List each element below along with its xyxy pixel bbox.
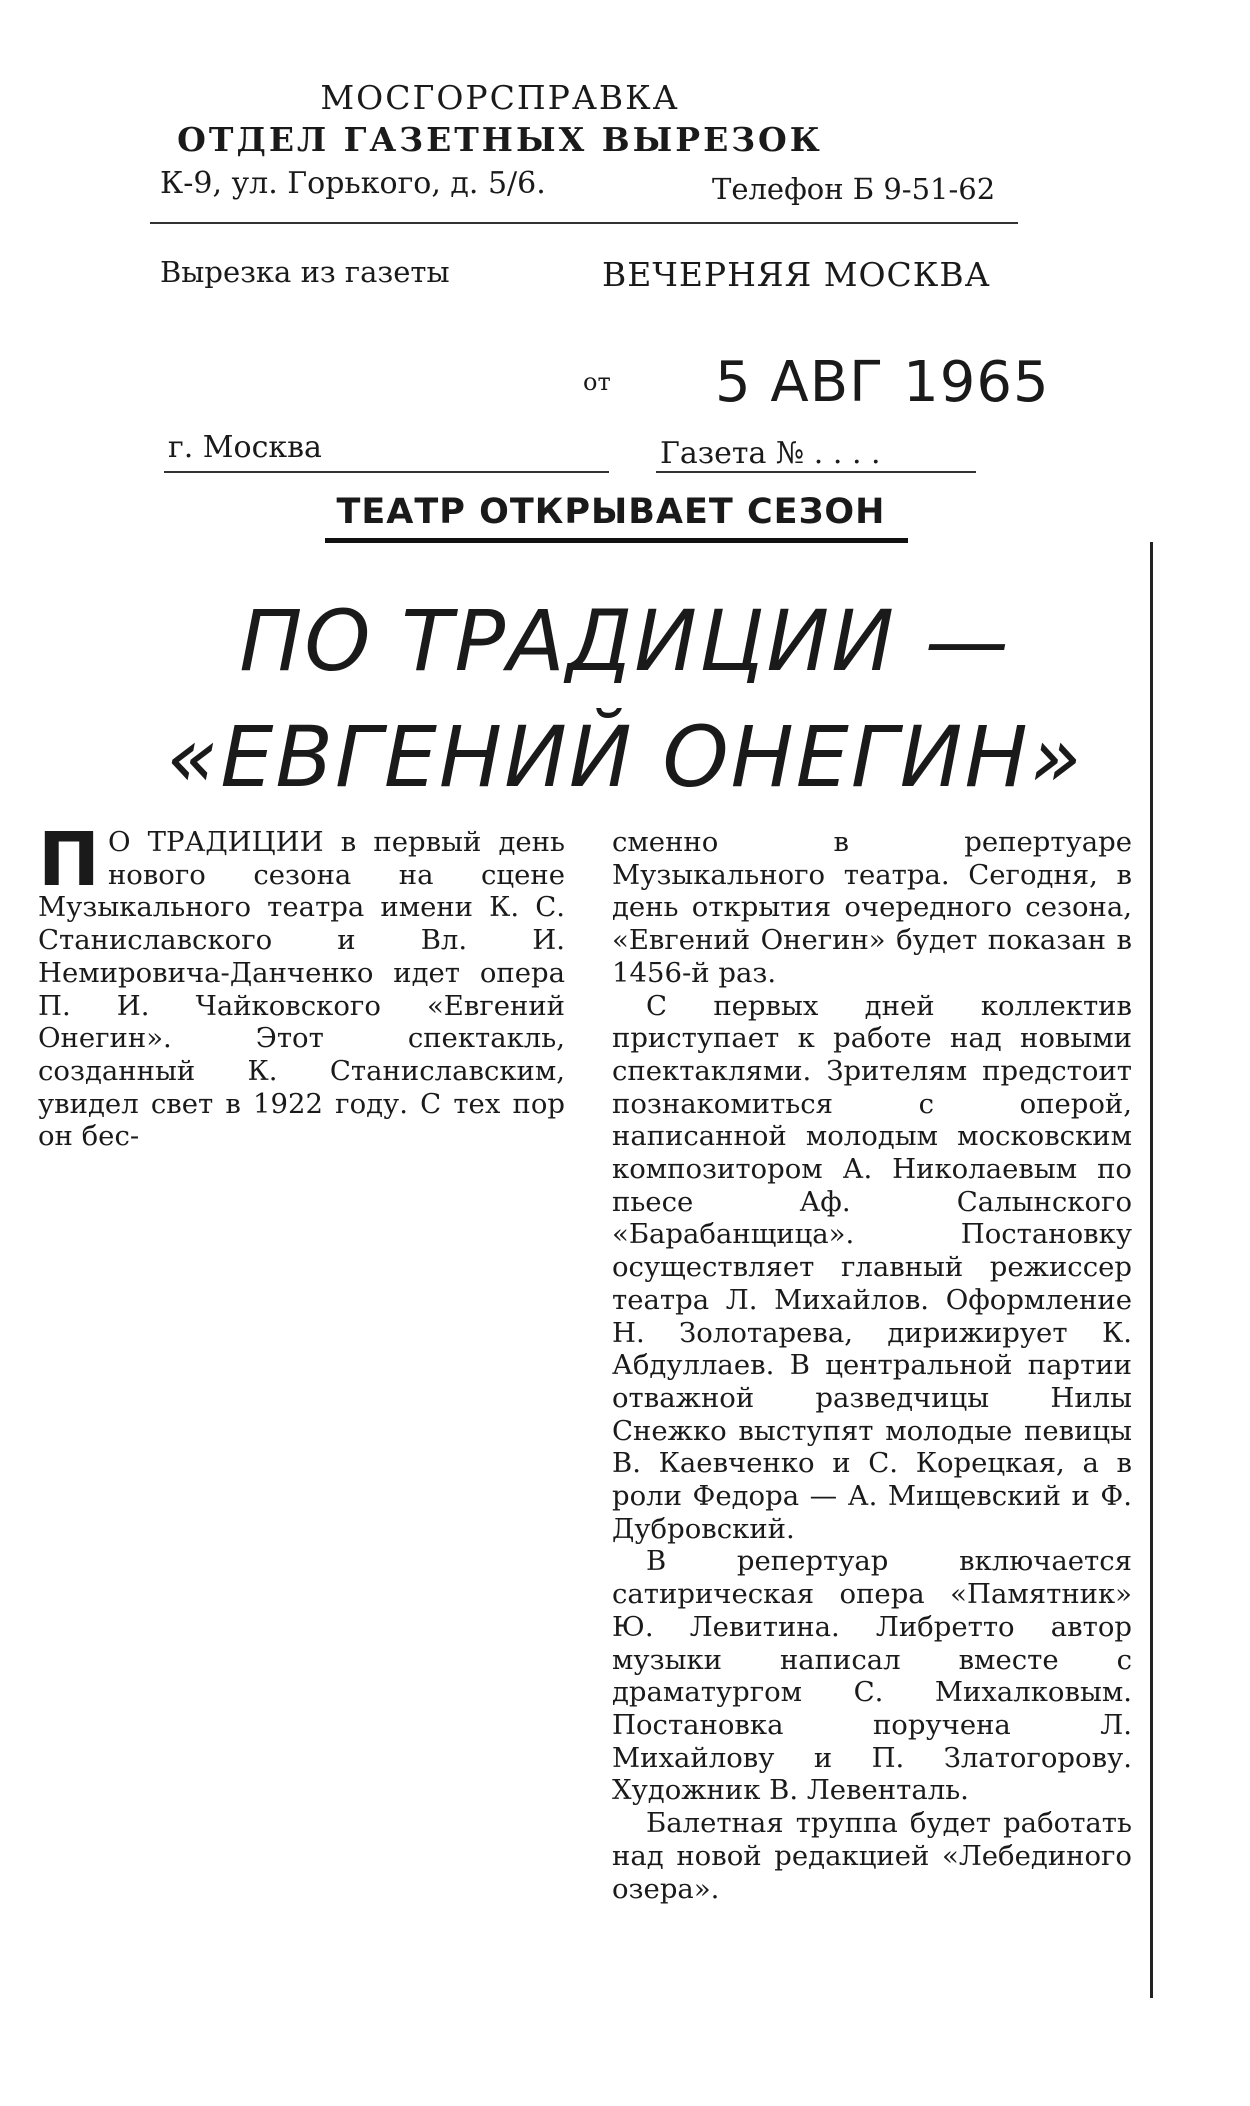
header-rule	[150, 222, 1018, 224]
paragraph-2: С первых дней коллектив приступает к работе над новыми спектаклями. Зрителям предстоит познакомиться с оперой, написанной молодым московским композитором А. Николаевым по пьесе Аф. Салынского «Барабанщица». Постановку осуществляет главный режиссер театра Л. Михайлов. Оформление Н. Золотарева, дирижирует К. Абдуллаев. В центральной партии отважной разведчицы Нилы Снежко выступят молодые певицы В. Каевченко и С. Корецкая, а в роли Федора — А. Мищевский и Ф. Дубровский.	[612, 989, 1132, 1545]
headline-line-2: «ЕВГЕНИЙ ОНЕГИН»	[166, 708, 1084, 806]
article-column-left	[38, 817, 565, 1153]
paragraph-1-start	[38, 817, 565, 1153]
paragraph-1-part-a: О ТРАДИЦИИ в первый день нового сезона на сцене Музыкального театра имени К. С. Станиславского и Вл. И. Немировича-Данченко идет опера П. И. Чайковского «Евгений Онегин». Этот спектакль, созданный К. Станиславским, увидел свет в 1922 году. С тех пор он бес-	[38, 826, 565, 1153]
paragraph-1-part-b: сменно в репертуаре Музыкального театра. Сегодня, в день открытия очередного сезона, «Евгений Онегин» будет показан в 1456-й раз.	[612, 826, 1132, 989]
city-label: г. Москва	[168, 430, 322, 465]
paragraph-3: В репертуар включается сатирическая опера «Памятник» Ю. Левитина. Либретто автор музыки написал вместе с драматургом С. Михалковым. Постановка поручена Л. Михайлову и П. Златогорову. Художник В. Левенталь.	[612, 1545, 1132, 1807]
date-stamp: 5 АВГ 1965	[715, 350, 1050, 415]
issue-number-label: Газета № . . . .	[660, 436, 881, 471]
city-underline	[164, 471, 609, 473]
issue-underline	[656, 471, 976, 473]
agency-name: МОСГОРСПРАВКА	[320, 78, 680, 117]
clip-label: Вырезка из газеты	[160, 255, 450, 289]
agency-phone: Телефон Б 9-51-62	[712, 172, 996, 206]
agency-address: К-9, ул. Горького, д. 5/6.	[160, 166, 546, 201]
rubric: ТЕАТР ОТКРЫВАЕТ СЕЗОН	[336, 492, 886, 532]
paragraph-4: Балетная труппа будет работать над новой редакцией «Лебединого озера».	[612, 1807, 1132, 1905]
headline-line-1: ПО ТРАДИЦИИ —	[239, 592, 1011, 690]
department-name: ОТДЕЛ ГАЗЕТНЫХ ВЫРЕЗОК	[177, 120, 823, 159]
clipping-edge-rule	[1150, 542, 1153, 1998]
drop-cap: П	[38, 817, 100, 903]
newspaper-name: ВЕЧЕРНЯЯ МОСКВА	[602, 255, 991, 294]
rubric-underline	[325, 538, 908, 543]
article-column-right	[612, 826, 1132, 1905]
date-prefix: от	[583, 368, 611, 396]
